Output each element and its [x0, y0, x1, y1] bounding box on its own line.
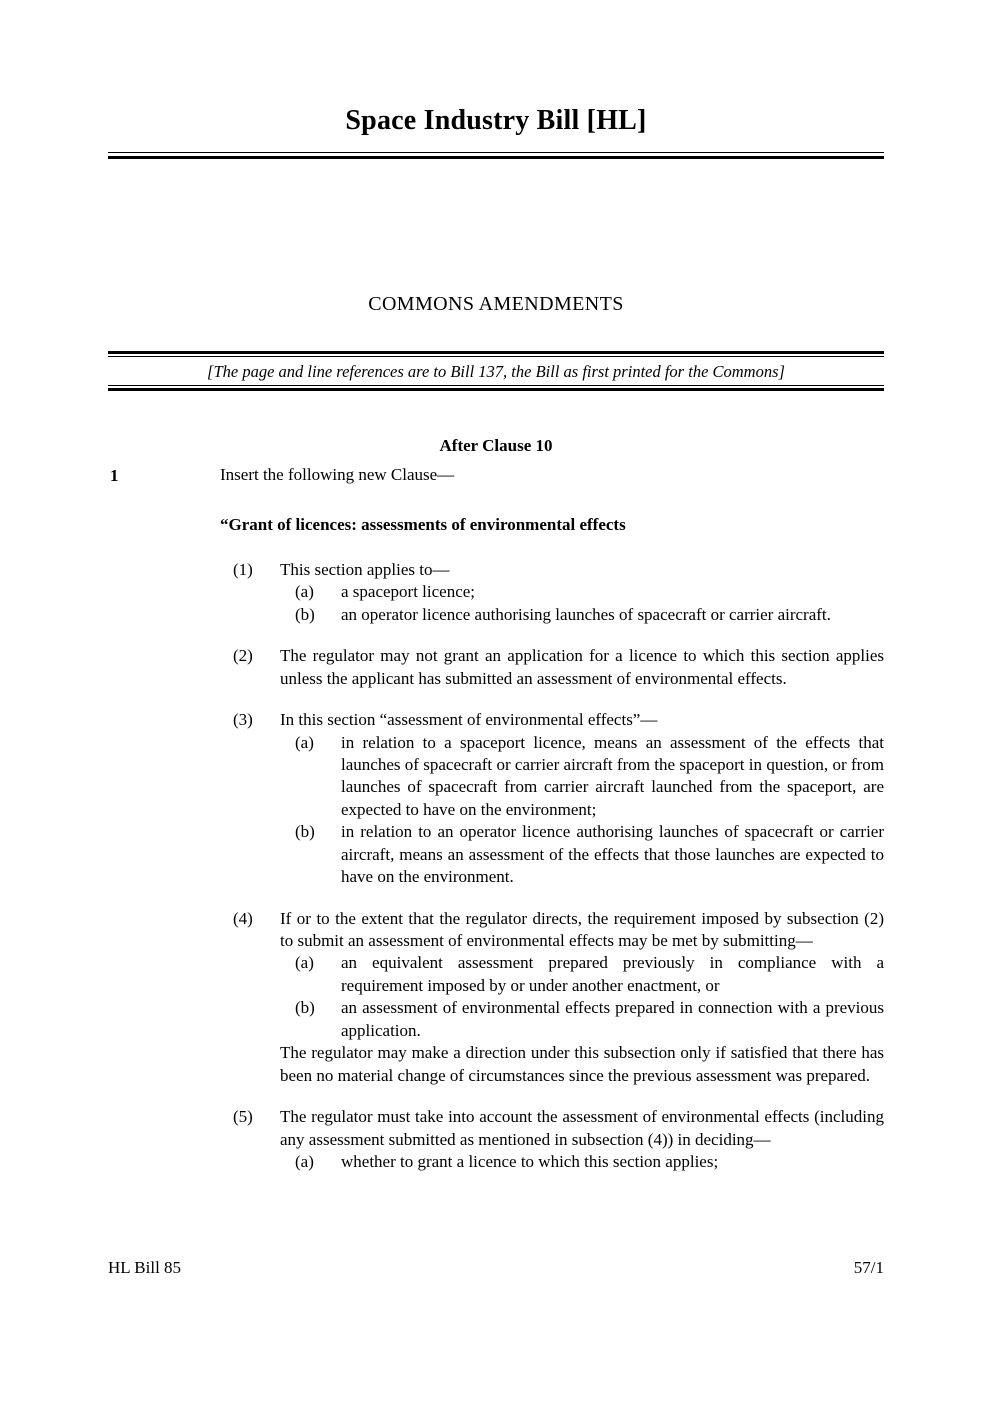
- new-clause-title: “Grant of licences: assessments of environmental effects: [220, 515, 626, 535]
- title-double-rule: [108, 152, 884, 159]
- subsection-text: This section applies to—: [280, 559, 450, 579]
- subsection-text: In this section “assessment of environmental effects”—: [280, 710, 658, 730]
- note-top-double-rule: [108, 351, 884, 357]
- paragraph-marker: (a): [295, 732, 314, 752]
- section-heading: COMMONS AMENDMENTS: [368, 293, 624, 315]
- paragraph-text: in relation to a spaceport licence, means an assessment of the effects that launches of spacecraft or carrier aircraft from the spaceport in question, or from launches of spacecraft from carrier aircraft launched from the spaceport, are expected to have on the environment;: [341, 732, 884, 819]
- subsection: [220, 1106, 884, 1173]
- footer-bill-number: HL Bill 85: [108, 1258, 182, 1277]
- paragraph: [280, 1151, 884, 1173]
- paragraph-marker: (a): [295, 953, 314, 973]
- subsection: [220, 559, 884, 626]
- paragraph-marker: (b): [295, 822, 315, 842]
- subsection-marker: (4): [233, 908, 253, 928]
- subsection-marker: (5): [233, 1107, 253, 1127]
- subsection-tail-text: The regulator may make a direction under this subsection only if satisfied that there has been no material change of circumstances since the previous assessment was prepared.: [280, 1043, 884, 1085]
- subsection-marker: (1): [233, 559, 253, 579]
- paragraph-list: [280, 581, 884, 626]
- paragraph-list: [280, 952, 884, 1042]
- note-bottom-double-rule: [108, 385, 884, 391]
- paragraph-text: an assessment of environmental effects prepared in connection with a previous application.: [341, 998, 884, 1040]
- subsection-text: If or to the extent that the regulator directs, the requirement imposed by subsection (2) to submit an assessment of environmental effects may be met by submitting—: [280, 908, 884, 950]
- reference-note: [108, 362, 884, 382]
- subsection-marker: (2): [233, 646, 253, 666]
- paragraph-list: [280, 1151, 884, 1173]
- paragraph-text: a spaceport licence;: [341, 582, 476, 602]
- paragraph: [280, 581, 884, 603]
- amendment-number: 1: [110, 466, 119, 485]
- footer-page-number: 57/1: [853, 1258, 884, 1277]
- rule-thin-lower: [108, 356, 884, 357]
- page-title: Space Industry Bill [HL]: [345, 105, 647, 136]
- clause-heading: After Clause 10: [439, 436, 553, 455]
- reference-note-text: [The page and line references are to Bill 137, the Bill as first printed for the Commons]: [207, 362, 785, 381]
- paragraph-text: whether to grant a licence to which this section applies;: [341, 1151, 719, 1171]
- subsection-marker: (3): [233, 710, 253, 730]
- paragraph-text: an equivalent assessment prepared previously in compliance with a requirement imposed by or under another enactment, or: [341, 953, 884, 995]
- paragraph-marker: (a): [295, 1151, 314, 1171]
- paragraph-text: an operator licence authorising launches of spacecraft or carrier aircraft.: [341, 604, 831, 624]
- paragraph: [280, 604, 884, 626]
- amendment-body: [220, 464, 884, 1192]
- subsection: [220, 709, 884, 889]
- subsection: [220, 908, 884, 1088]
- paragraph-list: [280, 732, 884, 889]
- paragraph-marker: (b): [295, 604, 315, 624]
- paragraph: [280, 821, 884, 888]
- paragraph-marker: (a): [295, 582, 314, 602]
- paragraph-marker: (b): [295, 998, 315, 1018]
- rule-thick-lower: [108, 388, 884, 391]
- paragraph: [280, 997, 884, 1042]
- paragraph: [280, 732, 884, 822]
- page-footer: [108, 1258, 884, 1278]
- amendment-lead-in: Insert the following new Clause—: [220, 465, 455, 484]
- paragraph-text: in relation to an operator licence authorising launches of spacecraft or carrier aircraft, means an assessment of the effects that those launches are expected to have on the environment.: [341, 822, 884, 887]
- rule-thick-lower: [108, 156, 884, 159]
- subsection-text: The regulator may not grant an application for a licence to which this section applies unless the applicant has submitted an assessment of environmental effects.: [280, 646, 884, 688]
- subsection-text: The regulator must take into account the assessment of environmental effects (including any assessment submitted as mentioned in subsection (4)) in deciding—: [280, 1107, 884, 1149]
- subsection: [220, 645, 884, 690]
- paragraph: [280, 952, 884, 997]
